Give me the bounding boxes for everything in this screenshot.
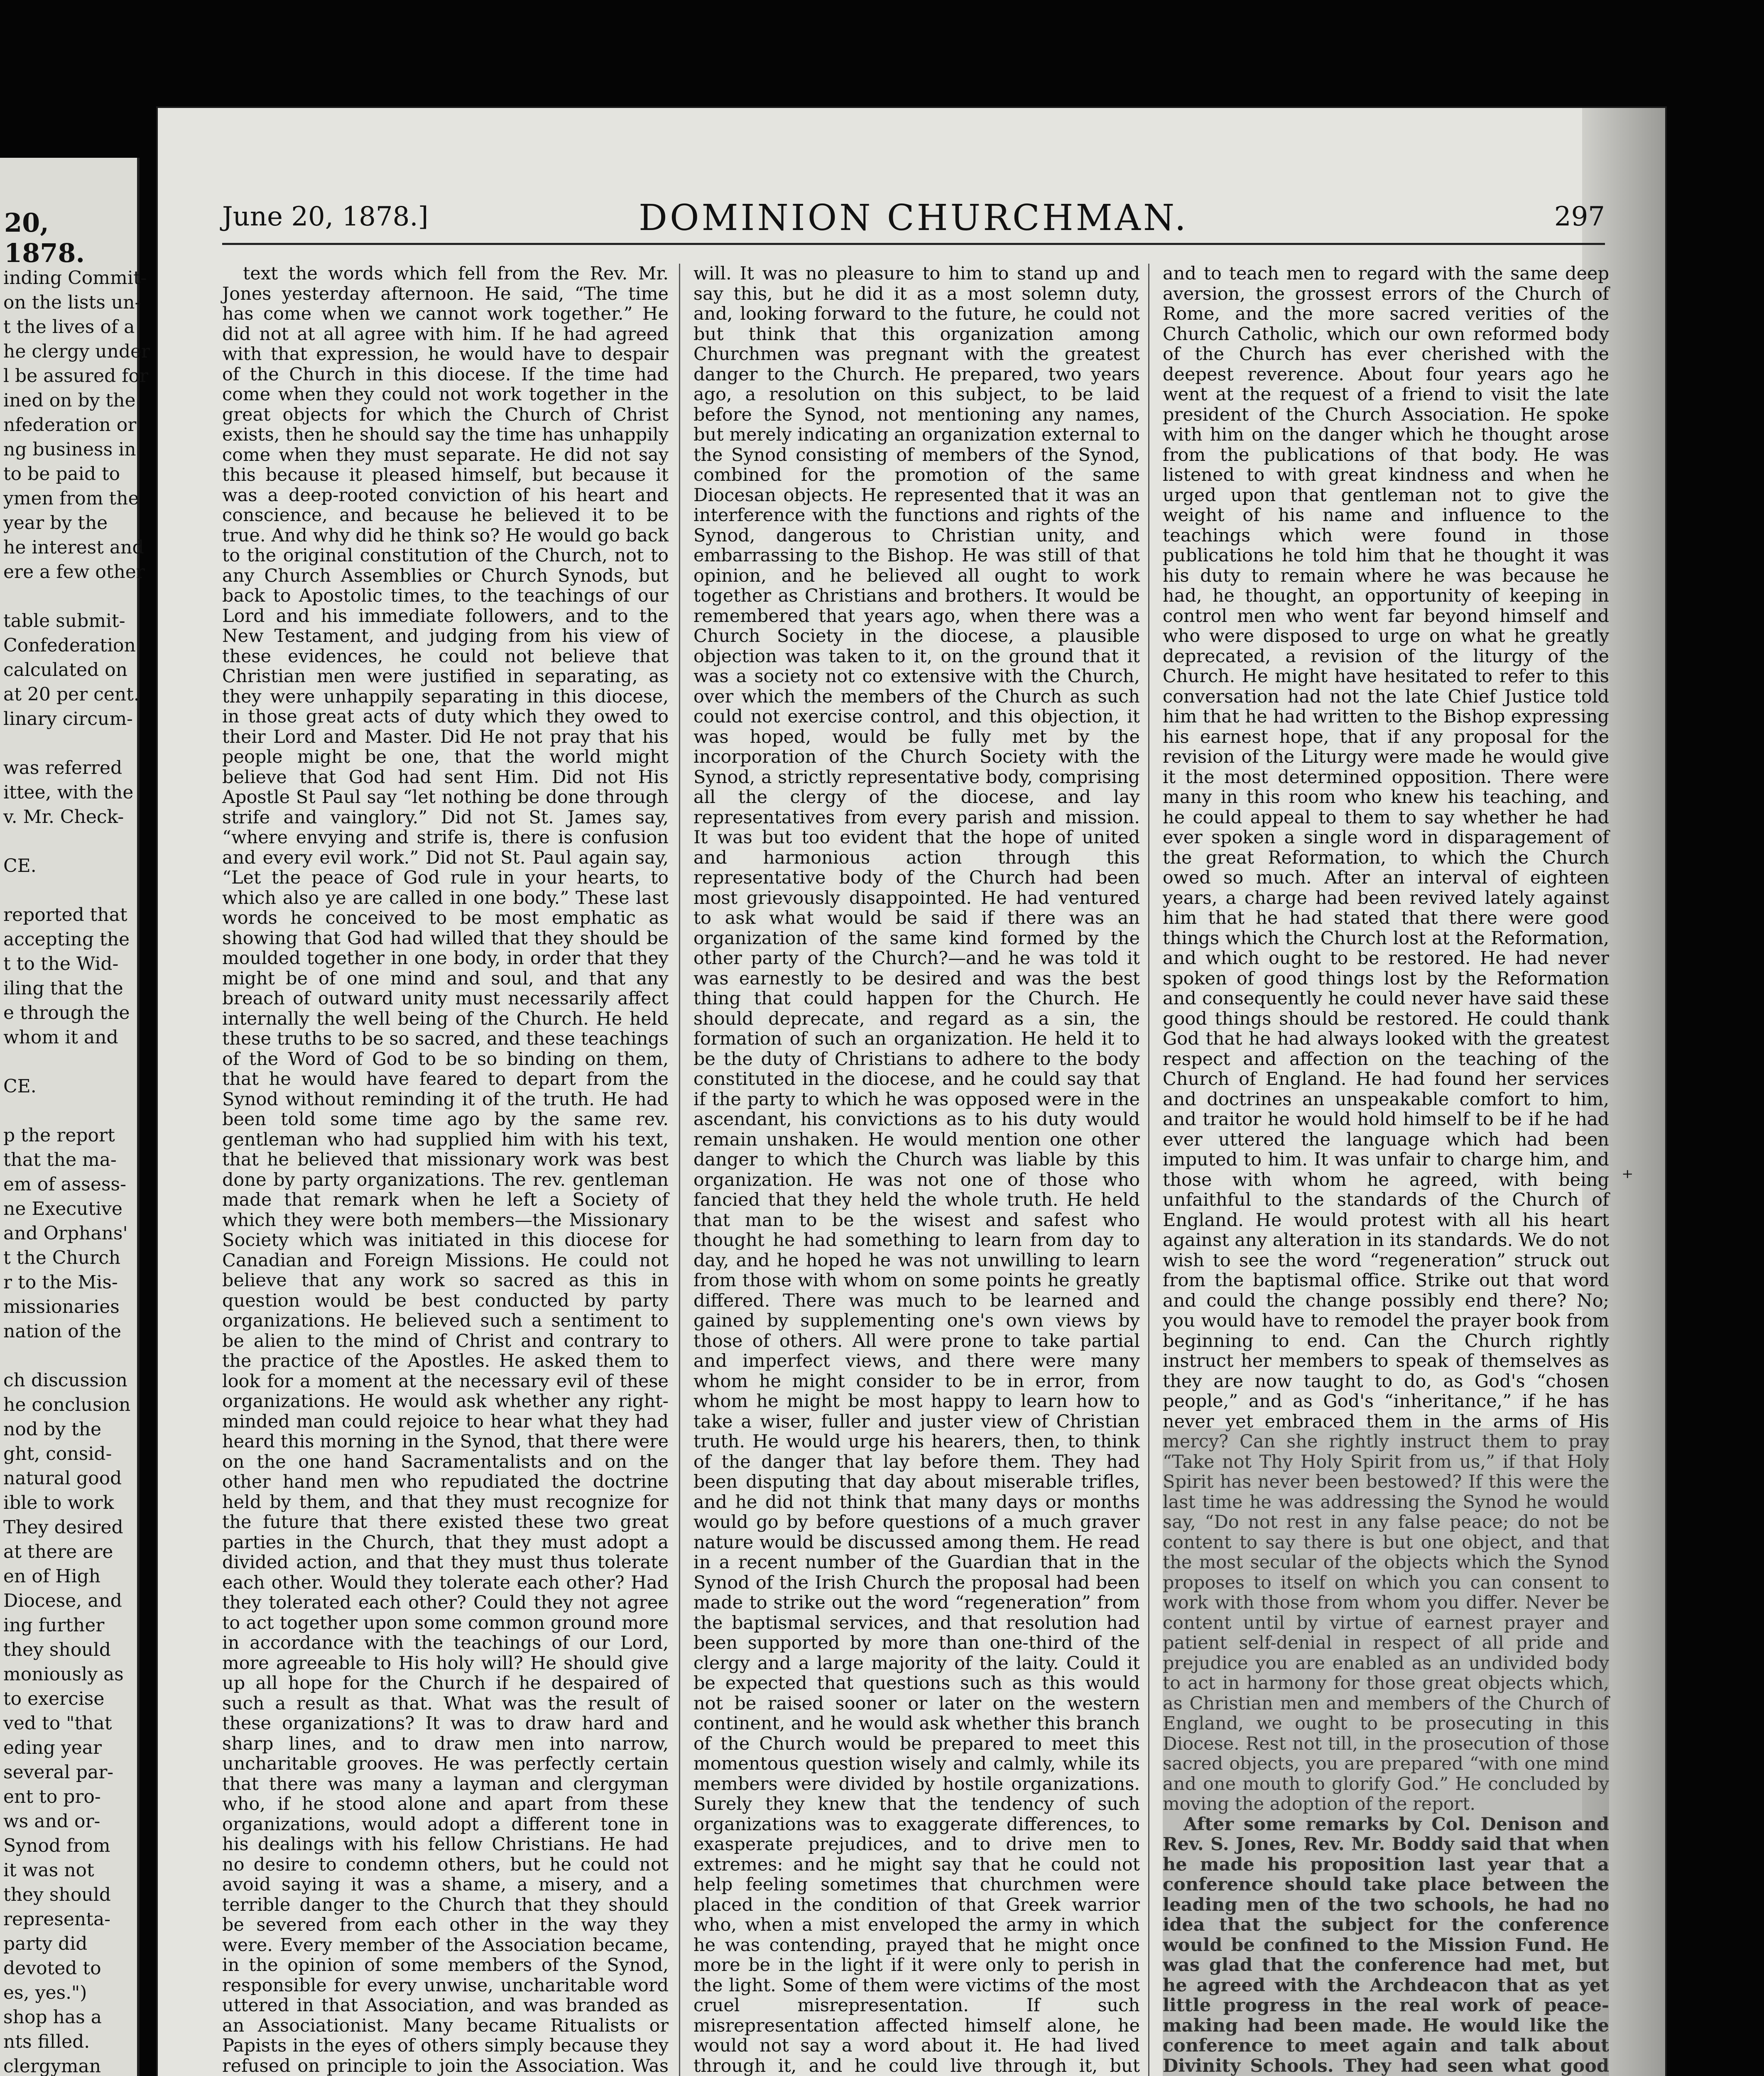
facing-page-line: t to the Wid- [3,953,119,974]
paragraph: text the words which fell from the Rev. Mr. Jones yesterday afternoon. He said, “The time has come when we cannot work together.” He did not at all agree with him. If he had agreed with that expression, he would have to despair of the Church in this diocese. If the time had come when they could not work together in the great objects for which the Church of Christ exists, then he should say the time has unhappily come when they must separate. He did not say this because it pleased himself, but because it was a deep-rooted conviction of his heart and conscience, and because he believed it to be true. And why did he think so? He would go back to the original constitution of the Church, not to any Church Assemblies or Church Synods, but back to Apostolic times, to the teachings of our Lord and his immediate followers, and to the New Testament, and judging from his view of these evidences, he could not believe that Christian men were justified in separating, as they were unhappily separating in this diocese, in those great acts of duty which they owed to their Lord and Master. Did He not pray that his people might be one, that the world might believe that God had sent Him. Did not His Apostle St Paul say “let nothing be done through strife and vainglory.” Did not St. James say, “where envying and strife is, there is confusion and every evil work.” Did not St. Paul again say, “Let the peace of God rule in your hearts, to which also ye are called in one body.” These last words he conceived to be most emphatic as showing that God had willed that they should be moulded together in one body, in order that they might be of one mind and soul, and that any breach of outward unity must necessarily affect internally the well being of the Church. He held these truths to be so sacred, and these teachings of the Word of God to be so binding on them, that he would have feared to depart from the Synod without reminding it of the truth. He had been told some time ago by the same rev. gentleman who had supplied him with his text, that he believed that missionary work was best done by party organizations. The rev. gentleman made that remark when he left a Society of which they were both members—the Missionary Society which was initiated in this diocese for Canadian and Foreign Missions. He could not believe that any work so sacred as this in question would be best conducted by party organizations. He believed such a sentiment to be alien to the mind of Christ and contrary to the practice of the Apostles. He asked them to look for a moment at the necessary evil of these organizations. He would ask whether any right-minded man could rejoice to hear what they had heard this morning in the Synod, that there were on the one hand Sacramentalists and on the other hand men who repudiated the doctrine held by them, and that they must recognize for the future that there existed these two great parties in the Church, that they must adopt a divided action, and that they must thus tolerate each other. Would they tolerate each other? Had they tolerated each other? Could they not agree to act together upon some common ground more in accordance with the teachings of our Lord, more agreeable to His holy will? He should give up all hope for the Church if he despaired of such a result as that. What was the result of these organizations? It was to draw hard and sharp lines, and to draw men into narrow, uncharitable grooves. He was perfectly certain that there was many a layman and clergyman who, if he stood alone and apart from these organizations, would adopt a different tone in his dealings with his fellow Christians. He had no desire to condemn others, but he could not avoid saying it was a shame, a misery, and a terrible danger to the Church that they should be severed from each other in the way they were. Every member of the Association became, in the opinion of some members of the Synod, responsible for every unwise, uncharitable word uttered in that Association, and was branded as an Associationist. Many became Ritualists or Papists in the eyes of others simply because they refused on principle to join the Association. Was [222,263,669,2076]
facing-page-line: ing further [3,1615,105,1636]
facing-page-line: calculated on [3,659,127,681]
facing-page-line: iling that the [3,978,123,999]
facing-page-line: ng business in [3,439,136,460]
facing-page-line: it was not [3,1860,94,1881]
facing-page-fragment [0,158,150,2076]
facing-page-line: table submit- [3,610,125,632]
facing-page-line: en of High [3,1566,101,1587]
facing-page-line: on the lists un- [3,292,141,313]
facing-page-date: 20, 1878. [4,208,85,268]
facing-page-line [3,1099,132,1123]
facing-page-line: ch discussion [3,1370,127,1391]
facing-page-line: to be paid to [3,463,120,485]
newspaper-page [158,108,1665,2076]
facing-page-line: ined on by the [3,390,136,411]
facing-page-line: they should [3,1639,111,1660]
facing-page-line [3,1050,132,1074]
column-rule [679,264,680,2076]
facing-page-line: CE. [3,855,37,876]
facing-page-text [3,266,150,2076]
facing-page-line: Synod from [3,1835,110,1856]
paragraph: and to teach men to regard with the same deep aversion, the grossest errors of the Church of Rome, and the more sacred verities of the Church Catholic, which our own reformed body of the Church has ever cherished with the deepest reverence. About four years ago he went at the request of a friend to visit the late president of the Church Association. He spoke with him on the danger which he thought arose from the publications of that body. He was listened to with great kindness and when he urged upon that gentleman not to give the weight of his name and influence to the teachings which were found in those publications he told him that he thought it was his duty to remain where he was because he had, he thought, an opportunity of keeping in control men who went far beyond himself and who were disposed to urge on what he greatly deprecated, a revision of the liturgy of the Church. He might have hesitated to refer to this conversation had not the late Chief Justice told him that he had written to the Bishop expressing his earnest hope, that if any proposal for the revision of the Liturgy were made he would give it the most determined opposition. There were many in this room who knew his teaching, and he could appeal to them to say whether he had ever spoken a single word in disparagement of the great Reformation, to which the Church owed so much. After an interval of eighteen years, a charge had been revived lately against him that he had stated that there were good things which the Church lost at the Reformation, and which ought to be restored. He had never spoken of good things lost by the Reformation and consequently he could never have said these good things should be restored. He could thank God that he had always looked with the greatest respect and affection on the teaching of the Church of England. He had found her services and doctrines an unspeakable comfort to him, and traitor he would hold himself to be if he had ever uttered the language which had been imputed to him. It was unfair to charge him, and those with whom he agreed, with being unfaithful to the standards of the Church of England. He would protest with all his heart against any alteration in its standards. We do not wish to see the word “regeneration” struck out from the baptismal office. Strike out that word and could the change possibly end there? No; you would have to remodel the prayer book from beginning to end. Can the Church rightly instruct her members to speak of themselves as they are now taught to do, as God's “chosen people,” and as God's “inheritance,” if he has never yet embraced them in the arms of His mercy? Can she rightly instruct them to pray “Take not Thy Holy Spirit from us,” if that Holy Spirit has never been bestowed? If this were the last time he was addressing the Synod he would say, “Do not rest in any false peace; do not be content to say there is but one object, and that the most secular of the objects which the Synod proposes to itself on which you can consent to work with those from whom you differ. Never be content until by virtue of earnest prayer and patient self-denial in respect of all pride and prejudice you are enabled as an undivided body to act in harmony for those great objects which, as Christian men and members of the Church of England, we ought to be prosecuting in this Diocese. Rest not till, in the prosecution of those sacred objects, you are prepared “with one mind and one mouth to glorify God.” He concluded by moving the adoption of the report. [1163,263,1609,1814]
article-column-3 [1163,264,1609,2076]
facing-page-line: representa- [3,1909,111,1930]
facing-page-line [3,878,132,903]
facing-page-line: natural good [3,1468,122,1489]
facing-page-line: shop has a [3,2007,102,2028]
facing-page-line: ible to work [3,1492,114,1513]
facing-page-line: l be assured for [3,365,149,387]
facing-page-line: and Orphans' [3,1223,128,1244]
article-column-2 [693,264,1140,2076]
facing-page-line: that the ma- [3,1149,117,1170]
facing-page-line: nfederation or [3,414,137,436]
issue-date: June 20, 1878.] [222,201,429,232]
facing-page-line: CE. [3,1076,37,1097]
facing-page-line: nod by the [3,1419,102,1440]
facing-page-line: eding year [3,1737,102,1758]
margin-tick: ⁺ [1622,1165,1634,1191]
facing-page-line: whom it and [3,1027,118,1048]
facing-page-line: p the report [3,1125,115,1146]
facing-page-line: e through the [3,1002,130,1023]
facing-page-line: ne Executive [3,1198,122,1219]
paragraph: will. It was no pleasure to him to stand up and say this, but he did it as a most solemn duty, and, looking forward to the future, he could not but think that this organization among Churchmen was pregnant with the greatest danger to the Church. He prepared, two years ago, a resolution on this subject, to be laid before the Synod, not mentioning any names, but merely indicating an organization external to the Synod consisting of members of the Synod, combined for the promotion of the same Diocesan objects. He represented that it was an interference with the functions and rights of the Synod, dangerous to Christian unity, and embarrassing to the Bishop. He was still of that opinion, and he believed all ought to work together as Christians and brothers. It would be remembered that years ago, when there was a Church Society in the diocese, a plausible objection was taken to it, on the ground that it was a society not co extensive with the Church, over which the members of the Church as such could not exercise control, and this objection, it was hoped, would be fully met by the incorporation of the Church Society with the Synod, a strictly representative body, comprising all the clergy of the diocese, and lay representatives from every parish and mission. It was but too evident that the hope of united and harmonious action through this representative body of the Church had been most grievously disappointed. He had ventured to ask what would be said if there was an organization of the same kind formed by the other party of the Church?—and he was told it was earnestly to be desired and was the best thing that could happen for the Church. He should deprecate, and regard as a sin, the formation of such an organization. He held it to be the duty of Christians to adhere to the body constituted in the diocese, and he could say that if the party to which he was opposed were in the ascendant, his convictions as to his duty would remain unshaken. He would mention one other danger to which the Church was liable by this organization. He was not one of those who fancied that they held the whole truth. He held that man to be the wisest and safest who thought he had something to learn from day to day, and he hoped he was not unwilling to learn from those with whom on some points he greatly differed. There was much to be learned and gained by supplementing one's own views by those of others. All were prone to take partial and imperfect views, and there were many whom he might consider to be in error, from whom he might be most happy to learn how to take a wiser, fuller and juster view of Christian truth. He would urge his hearers, then, to think of the danger that lay before them. They had been disputing that day about miserable trifles, and he did not think that many days or months would go by before questions of a much graver nature would be discussed among them. He read in a recent number of the Guardian that in the Synod of the Irish Church the proposal had been made to strike out the word “regeneration” from the baptismal services, and that resolution had been supported by more than one-third of the clergy and a large majority of the laity. Could it be expected that questions such as this would not be raised sooner or later on the western continent, and he would ask whether this branch of the Church would be prepared to meet this momentous question wisely and calmly, while its members were divided by hostile organizations. Surely they knew that the tendency of such organizations was to exaggerate differences, to exasperate prejudices, and to drive men to extremes: and he might say that he could not help feeling sometimes that churchmen were placed in the condition of that Greek warrior who, when a mist enveloped the army in which he was contending, prayed that he might once more be in the light if it were only to perish in the light. Some of them were victims of the most cruel misrepresentation. If such misrepresentation affected himself alone, he would not say a word about it. He had lived through it, and he could live through it, but [693,263,1140,2076]
facing-page-line: he interest and [3,537,144,558]
facing-page-line: They desired [3,1517,123,1538]
facing-page-line: ent to pro- [3,1786,101,1807]
facing-page-line: he clergy under [3,341,150,362]
facing-page-line: devoted to [3,1958,101,1979]
facing-page-line: to exercise [3,1688,105,1709]
facing-page-line: ymen from the [3,488,139,509]
facing-page-line: nts filled. [3,2031,90,2052]
facing-page-line: es, yes.") [3,1982,87,2003]
article-column-1 [222,264,669,2076]
facing-page-line: inding Commit- [3,267,147,289]
facing-page-line: was referred [3,757,122,778]
facing-page-line: at 20 per cent. [3,684,140,705]
facing-page-line [3,731,132,756]
facing-page-line: ght, consid- [3,1443,112,1464]
facing-page-line: party did [3,1933,88,1954]
page-number: 297 [1554,201,1605,232]
facing-page-line: year by the [3,512,108,534]
facing-page-line [3,829,132,854]
paragraph: After some remarks by Col. Denison and Rev. S. Jones, Rev. Mr. Boddy said that when he made his proposition last year that a conference should take place between the leading men of the two schools, he had no idea that the subject for the conference would be confined to the Mission Fund. He was glad that the conference had met, but he agreed with the Archdeacon that as yet little progress in the real work of peace-making had been made. He would like the conference to meet again and talk about Divinity Schools. They had seen what good [1163,1814,1609,2076]
facing-page-line: clergyman [3,2056,101,2076]
facing-page-line: reported that [3,904,127,925]
facing-page-line [3,584,132,609]
facing-page-line: ere a few other [3,561,145,583]
facing-page-line: at there are [3,1541,113,1562]
facing-page-line: ved to "that [3,1713,112,1734]
facing-page-line: t the Church [3,1247,121,1268]
facing-page-line: they should [3,1884,111,1905]
facing-page-line: several par- [3,1762,114,1783]
column-rule [1148,264,1149,2076]
facing-page-line: Confederation [3,635,136,656]
facing-page-line: r to the Mis- [3,1272,118,1293]
facing-page-line: nation of the [3,1321,121,1342]
facing-page-line: linary circum- [3,708,133,730]
facing-page-line [3,1344,132,1368]
page-header [222,197,1605,245]
facing-page-line: he conclusion [3,1394,131,1415]
facing-page-line: em of assess- [3,1174,126,1195]
facing-page-line: t the lives of a [3,316,135,338]
facing-page-line: accepting the [3,929,130,950]
facing-page-line: v. Mr. Check- [3,806,124,827]
facing-page-line: Diocese, and [3,1590,122,1611]
facing-page-line: moniously as [3,1664,124,1685]
facing-page-line: ittee, with the [3,782,134,803]
facing-page-line: missionaries [3,1296,120,1317]
facing-page-line: ws and or- [3,1811,100,1832]
publication-title: DOMINION CHURCHMAN. [639,197,1188,239]
